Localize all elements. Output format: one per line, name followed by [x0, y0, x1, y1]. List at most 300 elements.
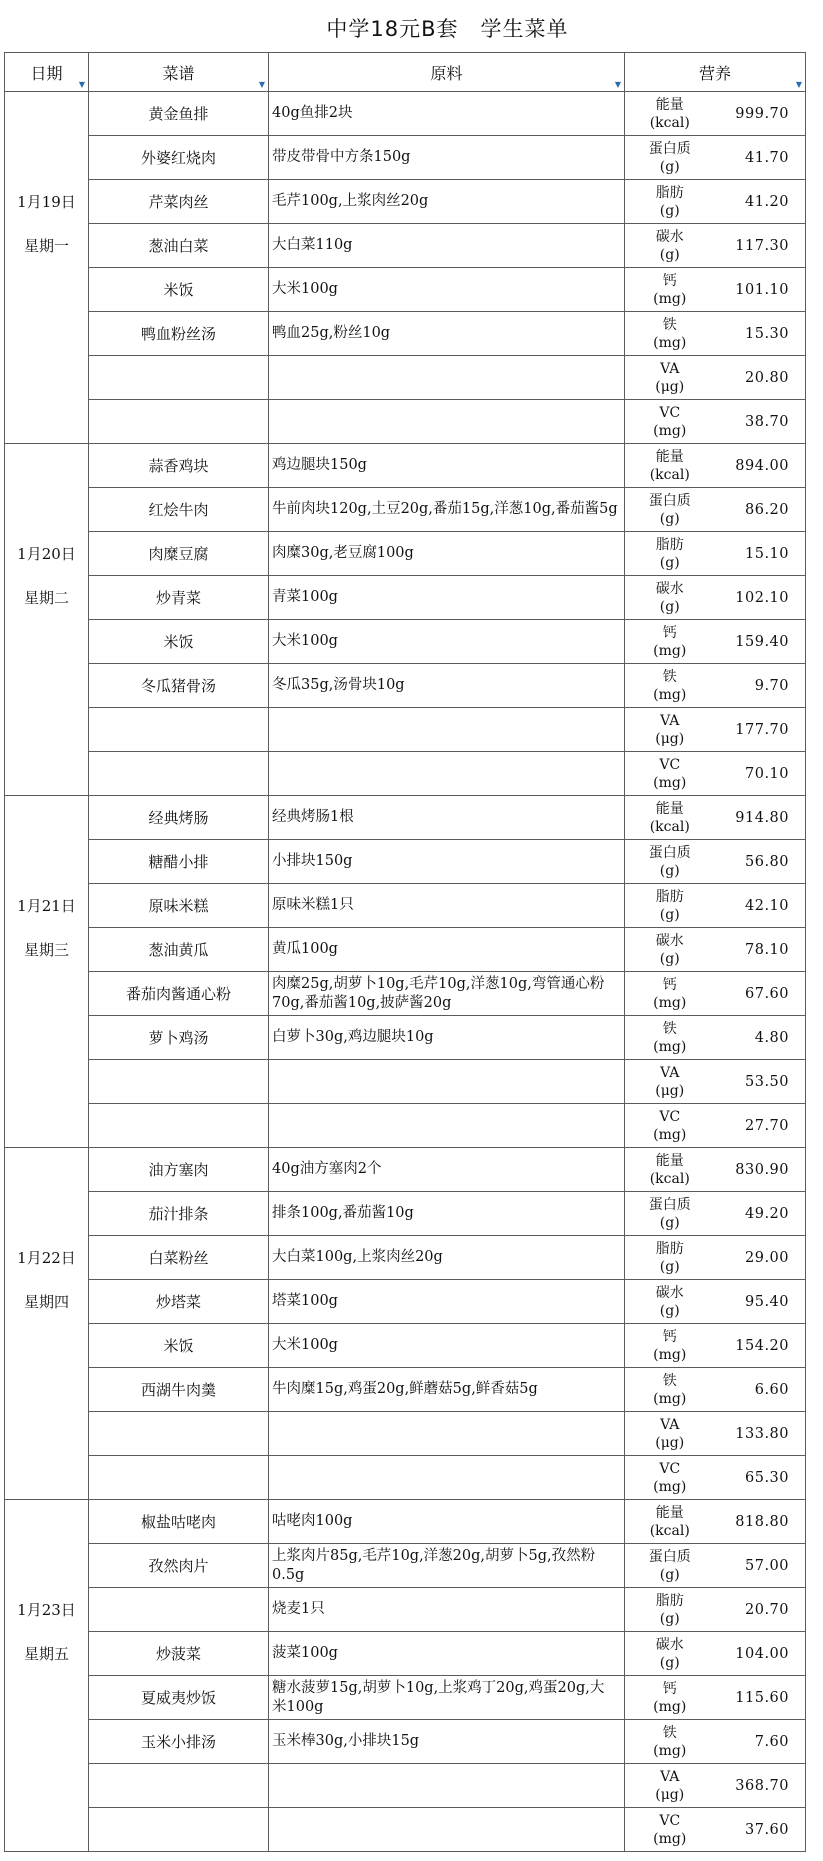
nutrient-label-cell[interactable] — [625, 884, 715, 928]
nutrient-label-cell[interactable] — [625, 928, 715, 972]
nutrient-label-cell[interactable] — [625, 1324, 715, 1368]
date-cell[interactable] — [5, 708, 89, 752]
dish-cell[interactable]: 米饭 — [89, 1324, 269, 1368]
nutrient-unit: (μg) — [655, 378, 685, 395]
menu-row — [5, 92, 806, 136]
dish-cell[interactable]: 炒菠菜 — [89, 1632, 269, 1676]
nutrient-name: 脂肪 — [655, 184, 684, 201]
nutrient-name: 能量 — [655, 1504, 684, 1521]
nutrient-name: 铁 — [662, 668, 677, 685]
nutrient-label-cell[interactable] — [625, 1720, 715, 1764]
nutrient-value-cell[interactable]: 7.60 — [715, 1720, 806, 1764]
nutrient-unit: (mg) — [653, 1346, 687, 1363]
nutrient-label-cell[interactable] — [625, 1764, 715, 1808]
dish-cell[interactable]: 萝卜鸡汤 — [89, 1016, 269, 1060]
nutrient-label-cell[interactable] — [625, 268, 715, 312]
date-cell[interactable]: 1月21日 — [5, 884, 89, 928]
nutrient-unit: (g) — [659, 158, 680, 175]
nutrient-value-cell[interactable]: 27.70 — [715, 1104, 806, 1148]
ingredients-cell[interactable] — [269, 708, 625, 752]
menu-row — [5, 1368, 806, 1412]
nutrient-label-cell[interactable] — [625, 1060, 715, 1104]
nutrient-label-cell[interactable] — [625, 1368, 715, 1412]
nutrient-value-cell[interactable]: 830.90 — [715, 1148, 806, 1192]
nutrient-name: 能量 — [655, 448, 684, 465]
ingredients-cell[interactable] — [269, 1412, 625, 1456]
nutrient-value-cell[interactable]: 56.80 — [715, 840, 806, 884]
ingredients-cell[interactable] — [269, 752, 625, 796]
nutrient-label-cell[interactable] — [625, 180, 715, 224]
ingredients-cell[interactable]: 肉糜30g,老豆腐100g — [269, 532, 625, 576]
menu-row — [5, 1104, 806, 1148]
nutrient-value-cell[interactable]: 29.00 — [715, 1236, 806, 1280]
menu-row — [5, 620, 806, 664]
menu-row — [5, 532, 806, 576]
ingredients-cell[interactable]: 大白菜110g — [269, 224, 625, 268]
dish-cell[interactable] — [89, 1588, 269, 1632]
dish-cell[interactable]: 冬瓜猪骨汤 — [89, 664, 269, 708]
menu-row — [5, 1280, 806, 1324]
nutrient-label-cell[interactable] — [625, 1588, 715, 1632]
ingredients-cell[interactable]: 塔菜100g — [269, 1280, 625, 1324]
menu-row — [5, 1544, 806, 1588]
nutrient-name: VC — [659, 756, 681, 773]
ingredients-cell[interactable]: 牛肉糜15g,鸡蛋20g,鲜蘑菇5g,鲜香菇5g — [269, 1368, 625, 1412]
date-cell[interactable] — [5, 1808, 89, 1852]
ingredients-cell[interactable]: 鸭血25g,粉丝10g — [269, 312, 625, 356]
dish-cell[interactable]: 经典烤肠 — [89, 796, 269, 840]
nutrient-value-cell[interactable]: 4.80 — [715, 1016, 806, 1060]
nutrient-unit: (mg) — [653, 1038, 687, 1055]
menu-row — [5, 576, 806, 620]
nutrient-unit: (g) — [659, 1258, 680, 1275]
nutrient-value-cell[interactable]: 49.20 — [715, 1192, 806, 1236]
nutrient-name: 蛋白质 — [648, 140, 691, 157]
nutrient-unit: (mg) — [653, 290, 687, 307]
dish-cell[interactable]: 椒盐咕咾肉 — [89, 1500, 269, 1544]
nutrient-value-cell[interactable]: 177.70 — [715, 708, 806, 752]
date-cell[interactable] — [5, 1412, 89, 1456]
date-cell[interactable] — [5, 1500, 89, 1544]
header-date[interactable]: 日期 ▼ — [5, 53, 89, 92]
nutrient-value-cell[interactable]: 15.30 — [715, 312, 806, 356]
dish-cell[interactable]: 肉糜豆腐 — [89, 532, 269, 576]
menu-row — [5, 400, 806, 444]
date-cell[interactable]: 星期五 — [5, 1632, 89, 1676]
nutrient-name: 碳水 — [655, 228, 684, 245]
ingredients-cell[interactable] — [269, 1808, 625, 1852]
ingredients-cell[interactable]: 小排块150g — [269, 840, 625, 884]
nutrient-label-cell[interactable] — [625, 1632, 715, 1676]
menu-row — [5, 136, 806, 180]
dish-cell[interactable]: 红烩牛肉 — [89, 488, 269, 532]
date-cell[interactable] — [5, 972, 89, 1016]
ingredients-cell[interactable]: 经典烤肠1根 — [269, 796, 625, 840]
dish-cell[interactable]: 芹菜肉丝 — [89, 180, 269, 224]
date-cell[interactable] — [5, 1676, 89, 1720]
nutrient-value-cell[interactable]: 53.50 — [715, 1060, 806, 1104]
nutrient-value-cell[interactable]: 20.80 — [715, 356, 806, 400]
nutrient-label-cell[interactable] — [625, 752, 715, 796]
dish-cell[interactable] — [89, 1060, 269, 1104]
nutrient-label-cell[interactable] — [625, 356, 715, 400]
nutrient-label-cell[interactable] — [625, 664, 715, 708]
nutrient-value-cell[interactable]: 368.70 — [715, 1764, 806, 1808]
ingredients-cell[interactable]: 鸡边腿块150g — [269, 444, 625, 488]
dish-cell[interactable]: 糖醋小排 — [89, 840, 269, 884]
nutrient-name: 脂肪 — [655, 1592, 684, 1609]
nutrient-name: VA — [660, 712, 680, 729]
dish-cell[interactable] — [89, 1808, 269, 1852]
dish-cell[interactable]: 蒜香鸡块 — [89, 444, 269, 488]
date-cell[interactable] — [5, 664, 89, 708]
ingredients-cell[interactable]: 糖水菠萝15g,胡萝卜10g,上浆鸡丁20g,鸡蛋20g,大米100g — [269, 1676, 625, 1720]
nutrient-unit: (g) — [659, 202, 680, 219]
menu-row — [5, 1192, 806, 1236]
nutrient-value-cell[interactable]: 818.80 — [715, 1500, 806, 1544]
header-nutrition[interactable]: 营养 ▼ — [625, 53, 806, 92]
dish-cell[interactable]: 炒青菜 — [89, 576, 269, 620]
date-cell[interactable] — [5, 444, 89, 488]
nutrient-label-cell[interactable] — [625, 972, 715, 1016]
ingredients-cell[interactable] — [269, 1104, 625, 1148]
date-cell[interactable] — [5, 840, 89, 884]
date-cell[interactable] — [5, 356, 89, 400]
nutrient-name: 铁 — [662, 1020, 677, 1037]
date-cell[interactable]: 星期一 — [5, 224, 89, 268]
dish-cell[interactable]: 番茄肉酱通心粉 — [89, 972, 269, 1016]
nutrient-name: 脂肪 — [655, 1240, 684, 1257]
nutrient-label-cell[interactable] — [625, 1104, 715, 1148]
nutrient-value-cell[interactable]: 37.60 — [715, 1808, 806, 1852]
nutrient-unit: (mg) — [653, 774, 687, 791]
nutrient-value-cell[interactable]: 20.70 — [715, 1588, 806, 1632]
nutrient-label-cell[interactable] — [625, 488, 715, 532]
dish-cell[interactable]: 鸭血粉丝汤 — [89, 312, 269, 356]
ingredients-cell[interactable]: 带皮带骨中方条150g — [269, 136, 625, 180]
menu-row — [5, 1764, 806, 1808]
nutrient-name: VC — [659, 404, 681, 421]
nutrient-value-cell[interactable]: 65.30 — [715, 1456, 806, 1500]
nutrient-value-cell[interactable]: 104.00 — [715, 1632, 806, 1676]
date-cell[interactable] — [5, 92, 89, 136]
nutrient-label-cell[interactable] — [625, 312, 715, 356]
nutrient-label-cell[interactable] — [625, 840, 715, 884]
date-cell[interactable] — [5, 488, 89, 532]
nutrient-label-cell[interactable] — [625, 1148, 715, 1192]
nutrient-unit: (kcal) — [649, 818, 690, 835]
menu-table — [4, 52, 806, 1852]
dish-cell[interactable]: 米饭 — [89, 268, 269, 312]
ingredients-cell[interactable] — [269, 356, 625, 400]
menu-row — [5, 1456, 806, 1500]
date-cell[interactable] — [5, 620, 89, 664]
nutrient-value-cell[interactable]: 999.70 — [715, 92, 806, 136]
date-cell[interactable] — [5, 1368, 89, 1412]
nutrient-name: 钙 — [662, 272, 677, 289]
dish-cell[interactable]: 茄汁排条 — [89, 1192, 269, 1236]
ingredients-cell[interactable] — [269, 400, 625, 444]
nutrient-label-cell[interactable] — [625, 1412, 715, 1456]
date-cell[interactable] — [5, 1324, 89, 1368]
nutrient-unit: (g) — [659, 1654, 680, 1671]
nutrient-name: 钙 — [662, 976, 677, 993]
nutrient-unit: (μg) — [655, 1434, 685, 1451]
nutrient-unit: (mg) — [653, 642, 687, 659]
filter-arrow-icon[interactable]: ▼ — [78, 80, 85, 89]
dish-cell[interactable] — [89, 1764, 269, 1808]
ingredients-cell[interactable]: 毛芹100g,上浆肉丝20g — [269, 180, 625, 224]
nutrient-value-cell[interactable]: 95.40 — [715, 1280, 806, 1324]
ingredients-cell[interactable]: 冬瓜35g,汤骨块10g — [269, 664, 625, 708]
nutrient-label-cell[interactable] — [625, 1192, 715, 1236]
nutrient-label-cell[interactable] — [625, 136, 715, 180]
nutrient-name: 能量 — [655, 96, 684, 113]
nutrient-value-cell[interactable]: 78.10 — [715, 928, 806, 972]
filter-arrow-icon[interactable]: ▼ — [795, 80, 803, 89]
nutrient-name: VC — [659, 1812, 681, 1829]
nutrient-name: 蛋白质 — [648, 844, 691, 861]
nutrient-unit: (kcal) — [649, 114, 690, 131]
nutrient-unit: (mg) — [653, 1126, 687, 1143]
nutrient-name: VA — [660, 360, 680, 377]
nutrient-label-cell[interactable] — [625, 92, 715, 136]
nutrient-name: 碳水 — [655, 580, 684, 597]
nutrient-name: 铁 — [662, 1372, 677, 1389]
dish-cell[interactable] — [89, 708, 269, 752]
dish-cell[interactable] — [89, 400, 269, 444]
nutrient-unit: (mg) — [653, 1478, 687, 1495]
nutrient-name: VA — [660, 1416, 680, 1433]
ingredients-cell[interactable] — [269, 1060, 625, 1104]
date-cell[interactable]: 星期三 — [5, 928, 89, 972]
nutrient-label-cell[interactable] — [625, 532, 715, 576]
dish-cell[interactable]: 原味米糕 — [89, 884, 269, 928]
menu-row — [5, 708, 806, 752]
menu-row — [5, 268, 806, 312]
menu-row — [5, 884, 806, 928]
nutrient-unit: (g) — [659, 1610, 680, 1627]
dish-cell[interactable]: 孜然肉片 — [89, 1544, 269, 1588]
menu-row — [5, 1148, 806, 1192]
nutrient-name: VC — [659, 1460, 681, 1477]
date-cell[interactable] — [5, 1016, 89, 1060]
ingredients-cell[interactable]: 牛前肉块120g,土豆20g,番茄15g,洋葱10g,番茄酱5g — [269, 488, 625, 532]
ingredients-cell[interactable]: 青菜100g — [269, 576, 625, 620]
dish-cell[interactable] — [89, 752, 269, 796]
nutrient-label-cell[interactable] — [625, 796, 715, 840]
nutrient-value-cell[interactable]: 38.70 — [715, 400, 806, 444]
nutrient-value-cell[interactable]: 117.30 — [715, 224, 806, 268]
nutrient-value-cell[interactable]: 154.20 — [715, 1324, 806, 1368]
nutrient-value-cell[interactable]: 41.20 — [715, 180, 806, 224]
menu-row — [5, 1060, 806, 1104]
nutrient-value-cell[interactable]: 67.60 — [715, 972, 806, 1016]
filter-arrow-icon[interactable]: ▼ — [614, 80, 621, 89]
date-cell[interactable]: 1月19日 — [5, 180, 89, 224]
date-cell[interactable] — [5, 1192, 89, 1236]
nutrient-value-cell[interactable]: 159.40 — [715, 620, 806, 664]
date-cell[interactable]: 1月22日 — [5, 1236, 89, 1280]
date-cell[interactable] — [5, 1456, 89, 1500]
nutrient-unit: (μg) — [655, 1082, 685, 1099]
menu-row — [5, 1324, 806, 1368]
dish-cell[interactable]: 葱油白菜 — [89, 224, 269, 268]
ingredients-cell[interactable]: 菠菜100g — [269, 1632, 625, 1676]
nutrient-label-cell[interactable] — [625, 1544, 715, 1588]
menu-body — [5, 92, 806, 1852]
ingredients-cell[interactable]: 原味米糕1只 — [269, 884, 625, 928]
menu-row — [5, 1412, 806, 1456]
dish-cell[interactable] — [89, 1104, 269, 1148]
ingredients-cell[interactable]: 黄瓜100g — [269, 928, 625, 972]
nutrient-label-cell[interactable] — [625, 400, 715, 444]
dish-cell[interactable] — [89, 1456, 269, 1500]
header-ingredients[interactable]: 原料 ▼ — [269, 53, 625, 92]
nutrient-label-cell[interactable] — [625, 1456, 715, 1500]
nutrient-label-cell[interactable] — [625, 1500, 715, 1544]
ingredients-cell[interactable] — [269, 1456, 625, 1500]
nutrient-unit: (g) — [659, 1566, 680, 1583]
nutrient-label-cell[interactable] — [625, 576, 715, 620]
nutrient-label-cell[interactable] — [625, 708, 715, 752]
date-cell[interactable] — [5, 796, 89, 840]
dish-cell[interactable]: 葱油黄瓜 — [89, 928, 269, 972]
nutrient-unit: (mg) — [653, 1830, 687, 1847]
nutrient-unit: (kcal) — [649, 1522, 690, 1539]
menu-row — [5, 972, 806, 1016]
ingredients-cell[interactable]: 大米100g — [269, 268, 625, 312]
menu-row — [5, 488, 806, 532]
dish-cell[interactable]: 西湖牛肉羹 — [89, 1368, 269, 1412]
dish-cell[interactable]: 白菜粉丝 — [89, 1236, 269, 1280]
date-cell[interactable] — [5, 312, 89, 356]
date-cell[interactable] — [5, 1764, 89, 1808]
date-cell[interactable] — [5, 268, 89, 312]
date-cell[interactable] — [5, 1104, 89, 1148]
ingredients-cell[interactable]: 排条100g,番茄酱10g — [269, 1192, 625, 1236]
menu-row — [5, 1720, 806, 1764]
nutrient-value-cell[interactable]: 86.20 — [715, 488, 806, 532]
nutrient-name: 蛋白质 — [648, 492, 691, 509]
dish-cell[interactable]: 外婆红烧肉 — [89, 136, 269, 180]
date-cell[interactable] — [5, 1544, 89, 1588]
ingredients-cell[interactable]: 大白菜100g,上浆肉丝20g — [269, 1236, 625, 1280]
nutrient-name: VC — [659, 1108, 681, 1125]
date-cell[interactable]: 1月20日 — [5, 532, 89, 576]
ingredients-cell[interactable] — [269, 1764, 625, 1808]
nutrient-value-cell[interactable]: 41.70 — [715, 136, 806, 180]
nutrient-name: 能量 — [655, 1152, 684, 1169]
menu-row — [5, 1500, 806, 1544]
nutrient-label-cell[interactable] — [625, 620, 715, 664]
dish-cell[interactable]: 炒塔菜 — [89, 1280, 269, 1324]
nutrient-label-cell[interactable] — [625, 1676, 715, 1720]
nutrient-name: 脂肪 — [655, 888, 684, 905]
nutrient-label-cell[interactable] — [625, 1808, 715, 1852]
nutrient-name: 碳水 — [655, 1284, 684, 1301]
ingredients-cell[interactable]: 40g鱼排2块 — [269, 92, 625, 136]
date-cell[interactable] — [5, 752, 89, 796]
ingredients-cell[interactable]: 40g油方塞肉2个 — [269, 1148, 625, 1192]
nutrient-value-cell[interactable]: 6.60 — [715, 1368, 806, 1412]
header-dish[interactable]: 菜谱 ▼ — [89, 53, 269, 92]
dish-cell[interactable] — [89, 1412, 269, 1456]
ingredients-cell[interactable]: 烧麦1只 — [269, 1588, 625, 1632]
date-cell[interactable] — [5, 136, 89, 180]
nutrient-name: 钙 — [662, 624, 677, 641]
menu-row — [5, 1632, 806, 1676]
dish-cell[interactable] — [89, 356, 269, 400]
nutrient-value-cell[interactable]: 133.80 — [715, 1412, 806, 1456]
nutrient-value-cell[interactable]: 9.70 — [715, 664, 806, 708]
dish-cell[interactable]: 油方塞肉 — [89, 1148, 269, 1192]
nutrient-label-cell[interactable] — [625, 1016, 715, 1060]
date-cell[interactable] — [5, 1060, 89, 1104]
ingredients-cell[interactable]: 白萝卜30g,鸡边腿块10g — [269, 1016, 625, 1060]
dish-cell[interactable]: 黄金鱼排 — [89, 92, 269, 136]
ingredients-cell[interactable]: 上浆肉片85g,毛芹10g,洋葱20g,胡萝卜5g,孜然粉0.5g — [269, 1544, 625, 1588]
nutrient-name: VA — [660, 1064, 680, 1081]
date-cell[interactable] — [5, 1720, 89, 1764]
nutrient-value-cell[interactable]: 15.10 — [715, 532, 806, 576]
date-cell[interactable]: 星期四 — [5, 1280, 89, 1324]
nutrient-name: 蛋白质 — [648, 1548, 691, 1565]
nutrient-value-cell[interactable]: 102.10 — [715, 576, 806, 620]
nutrient-unit: (kcal) — [649, 466, 690, 483]
ingredients-cell[interactable]: 肉糜25g,胡萝卜10g,毛芹10g,洋葱10g,弯管通心粉70g,番茄酱10g,披萨酱20g — [269, 972, 625, 1016]
date-cell[interactable] — [5, 1148, 89, 1192]
nutrient-label-cell[interactable] — [625, 1236, 715, 1280]
nutrient-name: 铁 — [662, 1724, 677, 1741]
menu-row — [5, 180, 806, 224]
dish-cell[interactable]: 米饭 — [89, 620, 269, 664]
nutrient-name: 钙 — [662, 1680, 677, 1697]
ingredients-cell[interactable]: 咕咾肉100g — [269, 1500, 625, 1544]
filter-arrow-icon[interactable]: ▼ — [258, 80, 265, 89]
header-row — [5, 53, 806, 92]
date-cell[interactable] — [5, 400, 89, 444]
nutrient-value-cell[interactable]: 57.00 — [715, 1544, 806, 1588]
nutrient-unit: (μg) — [655, 730, 685, 747]
nutrient-value-cell[interactable]: 101.10 — [715, 268, 806, 312]
nutrient-name: 铁 — [662, 316, 677, 333]
menu-row — [5, 1808, 806, 1852]
nutrient-label-cell[interactable] — [625, 1280, 715, 1324]
dish-cell[interactable]: 玉米小排汤 — [89, 1720, 269, 1764]
nutrient-name: 碳水 — [655, 1636, 684, 1653]
nutrient-value-cell[interactable]: 914.80 — [715, 796, 806, 840]
nutrient-value-cell[interactable]: 42.10 — [715, 884, 806, 928]
menu-row — [5, 1016, 806, 1060]
nutrient-value-cell[interactable]: 70.10 — [715, 752, 806, 796]
nutrient-unit: (mg) — [653, 422, 687, 439]
ingredients-cell[interactable]: 玉米棒30g,小排块15g — [269, 1720, 625, 1764]
nutrient-name: 钙 — [662, 1328, 677, 1345]
nutrient-name: VA — [660, 1768, 680, 1785]
dish-cell[interactable]: 夏威夷炒饭 — [89, 1676, 269, 1720]
menu-row — [5, 356, 806, 400]
date-cell[interactable]: 1月23日 — [5, 1588, 89, 1632]
nutrient-value-cell[interactable]: 115.60 — [715, 1676, 806, 1720]
date-cell[interactable]: 星期二 — [5, 576, 89, 620]
nutrient-label-cell[interactable] — [625, 444, 715, 488]
ingredients-cell[interactable]: 大米100g — [269, 620, 625, 664]
nutrient-label-cell[interactable] — [625, 224, 715, 268]
nutrient-value-cell[interactable]: 894.00 — [715, 444, 806, 488]
ingredients-cell[interactable]: 大米100g — [269, 1324, 625, 1368]
menu-row — [5, 928, 806, 972]
